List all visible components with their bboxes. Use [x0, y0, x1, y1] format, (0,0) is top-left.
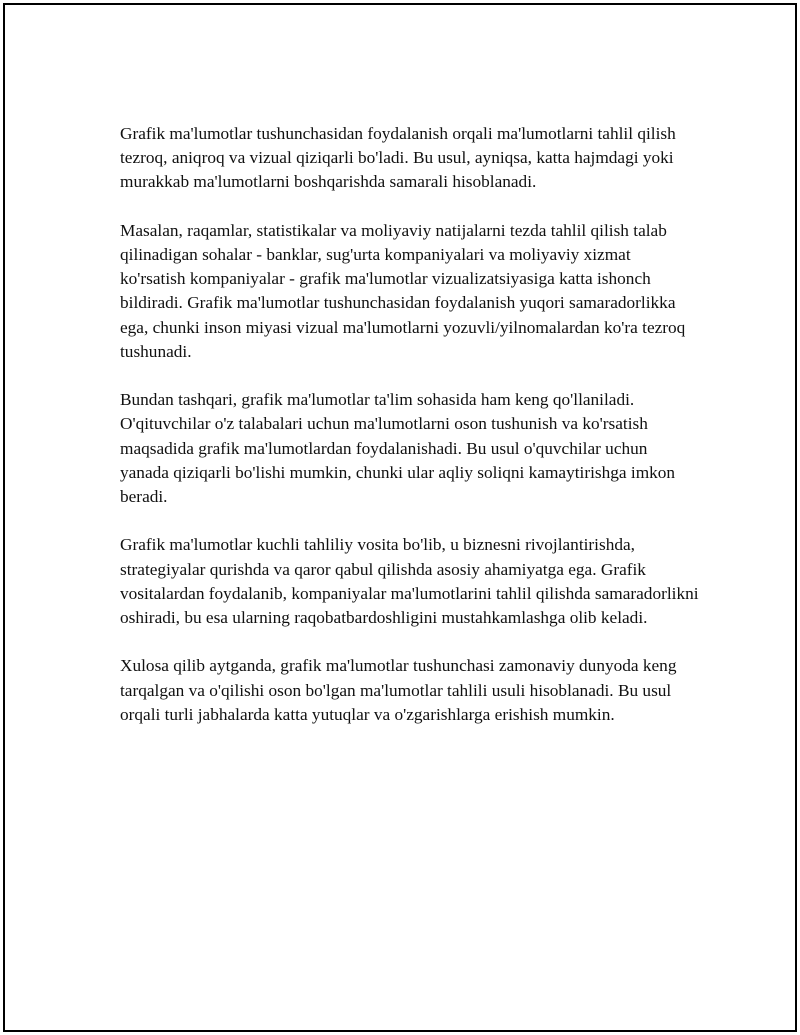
- paragraph-5: Xulosa qilib aytganda, grafik ma'lumotlar tushunchasi zamonaviy dunyoda keng tarqalgan va o'qilishi oson bo'lgan ma'lumotlar tahlili usuli hisoblanadi. Bu usul orqali turli jabhalarda katta yutuqlar va o'zgarishlarga erishish mumkin.: [120, 656, 677, 724]
- paragraph-1: Grafik ma'lumotlar tushunchasidan foydalanish orqali ma'lumotlarni tahlil qilish tezroq, aniqroq va vizual qiziqarli bo'ladi. Bu usul, ayniqsa, katta hajmdagi yoki murakkab ma'lumotlarni boshqarishda samarali hisoblanadi.: [120, 124, 676, 192]
- document-body: [120, 122, 700, 751]
- paragraph-2: Masalan, raqamlar, statistikalar va moliyaviy natijalarni tezda tahlil qilish talab qilinadigan sohalar - banklar, sug'urta kompaniyalari va moliyaviy xizmat ko'rsatish kompaniyalar - grafik ma'lumotlar vizualizatsiyasiga katta ishonch bildiradi. Grafik ma'lumotlar tushunchasidan foydalanish yuqori samaradorlikka ega, chunki inson miyasi vizual ma'lumotlarni yozuvli/yilnomalardan ko'ra tezroq tushunadi.: [120, 220, 686, 361]
- paragraph-3: Bundan tashqari, grafik ma'lumotlar ta'lim sohasida ham keng qo'llaniladi. O'qituvchilar o'z talabalari uchun ma'lumotlarni oson tushunish va ko'rsatish maqsadida grafik ma'lumotlardan foydalanishadi. Bu usul o'quvchilar uchun yanada qiziqarli bo'lishi mumkin, chunki ular aqliy soliqni kamaytirishga imkon beradi.: [120, 390, 676, 507]
- paragraph-4: Grafik ma'lumotlar kuchli tahliliy vosita bo'lib, u biznesni rivojlantirishda, strategiyalar qurishda va qaror qabul qilishda asosiy ahamiyatga ega. Grafik vositalardan foydalanib, kompaniyalar ma'lumotlarini tahlil qilishda samaradorlikni oshiradi, bu esa ularning raqobatbardoshligini mustahkamlashga olib keladi.: [120, 535, 699, 628]
- document-page: [3, 3, 797, 1032]
